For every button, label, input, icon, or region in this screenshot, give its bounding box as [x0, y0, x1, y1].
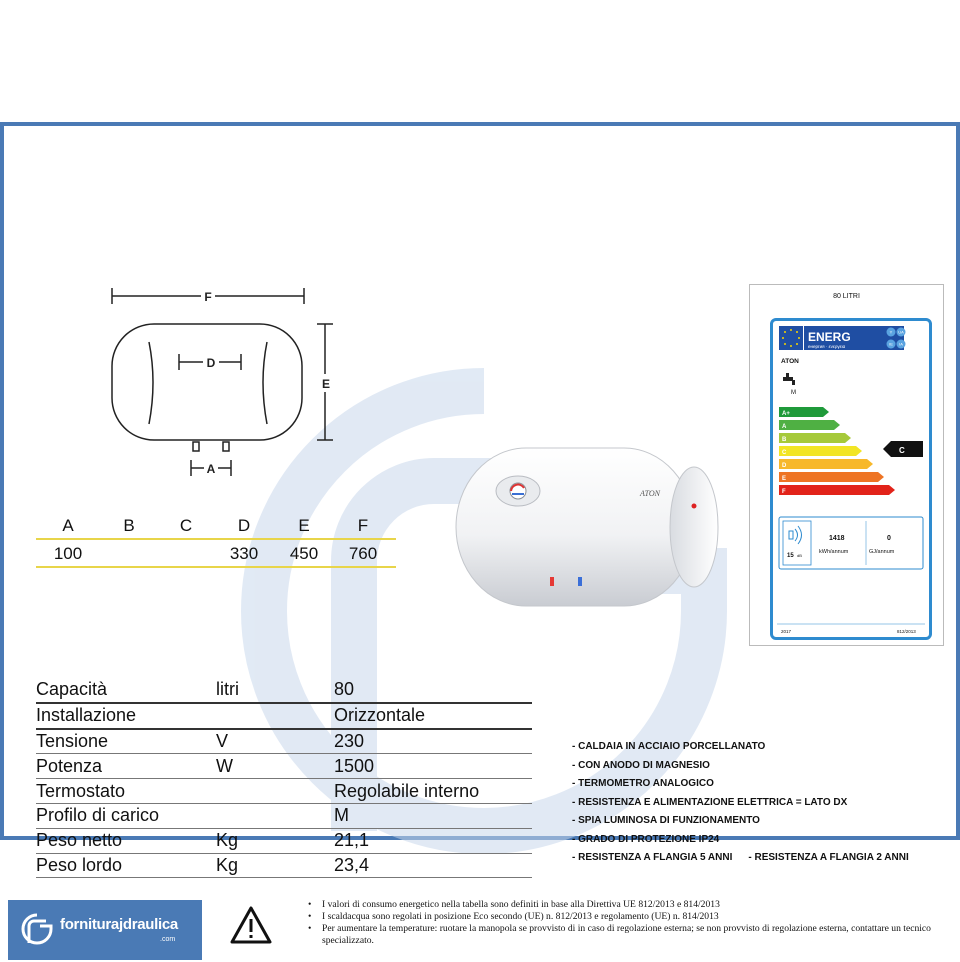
dim-label-a: A	[206, 462, 216, 476]
efficiency-class-label: C	[782, 450, 787, 456]
efficiency-class-label: A+	[782, 411, 790, 417]
feature-item: - RESISTENZA E ALIMENTAZIONE ELETTRICA = LATO DX	[572, 796, 848, 808]
spec-row	[36, 730, 532, 755]
logo-subtext: .com	[160, 936, 176, 943]
efficiency-class-bar	[779, 459, 873, 469]
warning-icon	[230, 905, 272, 945]
note-item: • I valori di consumo energetico nella tabella sono definiti in base alla Direttiva UE 812/2013 e 814/2013	[308, 899, 958, 911]
feature-item: - TERMOMETRO ANALOGICO	[572, 778, 714, 789]
feature-item: - SPIA LUMINOSA DI FUNZIONAMENTO	[572, 815, 760, 826]
product-sheet	[0, 122, 960, 946]
spec-value: Regolabile interno	[334, 780, 480, 801]
annual-fuel: 0	[887, 535, 891, 542]
feature-item: - RESISTENZA A FLANGIA 2 ANNI	[748, 852, 909, 863]
efficiency-class-arrow	[779, 485, 895, 495]
lang-badge: IE	[889, 341, 893, 347]
spec-row	[36, 829, 532, 854]
spec-name: Installazione	[36, 705, 137, 726]
dim-label-d: D	[206, 356, 216, 370]
dim-header: E	[298, 516, 310, 535]
footer	[8, 900, 960, 962]
spec-name: Tensione	[36, 730, 109, 751]
efficiency-class-bar	[779, 446, 862, 456]
note-item: • Per aumentare la temperature: ruotare la manopola se provvisto di in caso di regolazione esterna; se non provvisto di regolazione esterna, contattare un tecnico specializzato.	[308, 923, 958, 947]
spec-value: 230	[334, 730, 365, 751]
spec-unit: Kg	[216, 830, 239, 851]
efficiency-class-bar	[779, 485, 895, 495]
water-heater-image	[454, 444, 720, 614]
spec-row	[36, 704, 532, 730]
efficiency-class-bar	[779, 407, 829, 417]
sound-unit: dB	[797, 553, 802, 558]
spec-name: Peso lordo	[36, 854, 123, 875]
sound-value: 15	[787, 553, 794, 559]
spec-name: Capacità	[36, 679, 108, 700]
rating-arrow	[883, 441, 923, 457]
annual-fuel-unit: GJ/annum	[869, 549, 895, 555]
efficiency-class-label: E	[782, 476, 787, 482]
efficiency-class-label: D	[782, 463, 787, 469]
spec-unit: litri	[216, 679, 239, 700]
brand-logo	[8, 900, 202, 960]
feature-item: - CON ANODO DI MAGNESIO	[572, 759, 710, 771]
dim-value	[100, 540, 158, 566]
note-item: • I scaldacqua sono regolati in posizione Eco secondo (UE) n. 812/2013 e regolamento (UE) n. 814/2013	[308, 911, 958, 923]
efficiency-class-label: B	[782, 437, 787, 443]
spec-value: 80	[334, 679, 355, 700]
rating-class: C	[899, 446, 905, 455]
efficiency-scale	[779, 407, 895, 495]
energy-label	[749, 284, 944, 646]
lang-badge: UA	[898, 329, 904, 335]
spec-unit: W	[216, 755, 233, 776]
dim-label-f: F	[204, 290, 212, 304]
energy-label-card	[770, 318, 932, 640]
feature-item: - CALDAIA IN ACCIAIO PORCELLANATO	[572, 741, 766, 752]
spec-name: Peso netto	[36, 830, 123, 851]
spec-unit: Kg	[216, 854, 239, 875]
specs-table	[36, 678, 532, 878]
dim-header: B	[123, 516, 135, 535]
label-year: 2017	[781, 629, 792, 634]
tap-icon	[783, 373, 795, 385]
feature-warranty-row	[572, 849, 952, 868]
spec-unit: V	[216, 730, 229, 751]
dim-header: F	[357, 516, 369, 535]
dim-header: A	[62, 516, 74, 535]
logo-icon	[20, 912, 54, 946]
spec-value: 23,4	[334, 854, 370, 875]
spec-value: 1500	[334, 755, 375, 776]
logo-text: forniturajdraulica	[60, 916, 178, 933]
efficiency-class-arrow	[779, 459, 873, 469]
spec-row	[36, 804, 532, 829]
feature-item: - RESISTENZA A FLANGIA 5 ANNI	[572, 852, 733, 863]
spec-name: Potenza	[36, 755, 103, 776]
spec-name: Termostato	[36, 780, 126, 801]
dim-value: 760	[348, 544, 378, 563]
spec-value: 21,1	[334, 830, 370, 851]
spec-row	[36, 678, 532, 704]
load-profile: M	[791, 390, 796, 396]
spec-row	[36, 754, 532, 779]
spec-value: Orizzontale	[334, 705, 426, 726]
dim-value	[158, 540, 214, 566]
efficiency-class-arrow	[779, 433, 851, 443]
efficiency-class-arrow	[779, 446, 862, 456]
efficiency-class-bar	[779, 472, 884, 482]
efficiency-class-bar	[779, 433, 851, 443]
dim-label-e: E	[321, 377, 331, 391]
supplier-name: ATON	[781, 358, 799, 365]
energ-word: ENERG	[808, 330, 851, 344]
energ-subtext: енергия · ενεργεια	[808, 344, 846, 349]
dim-value: 450	[289, 544, 319, 563]
dim-header: C	[179, 516, 193, 535]
heater-brand: ATON	[640, 489, 661, 498]
efficiency-class-arrow	[779, 420, 840, 430]
efficiency-class-label: F	[782, 489, 786, 495]
dimension-header-row	[36, 516, 396, 538]
energy-label-graphic	[773, 321, 929, 637]
sound-icon	[789, 526, 802, 544]
spec-name: Profilo di carico	[36, 805, 160, 826]
efficiency-class-label: A	[782, 424, 787, 430]
lang-badge: Y	[889, 329, 893, 335]
dim-value: 330	[229, 544, 259, 563]
annual-electricity: 1418	[829, 535, 845, 542]
dim-value: 100	[53, 544, 83, 563]
efficiency-class-bar	[779, 420, 840, 430]
dim-header: D	[237, 516, 251, 535]
dimension-diagram	[99, 284, 349, 484]
label-regulation: 812/2013	[897, 629, 916, 634]
spec-row	[36, 854, 532, 879]
dimension-table	[36, 516, 396, 568]
spec-row	[36, 779, 532, 804]
features-list	[572, 738, 952, 868]
feature-item: - GRADO DI PROTEZIONE IP24	[572, 833, 720, 845]
annual-electricity-unit: kWh/annum	[819, 549, 849, 555]
lang-badge: IA	[899, 341, 903, 347]
spec-value: M	[334, 805, 349, 826]
energy-label-title: 80 LITRI	[833, 293, 860, 300]
legal-notes	[308, 899, 958, 947]
efficiency-class-arrow	[779, 472, 884, 482]
dimension-values-row	[36, 538, 396, 568]
